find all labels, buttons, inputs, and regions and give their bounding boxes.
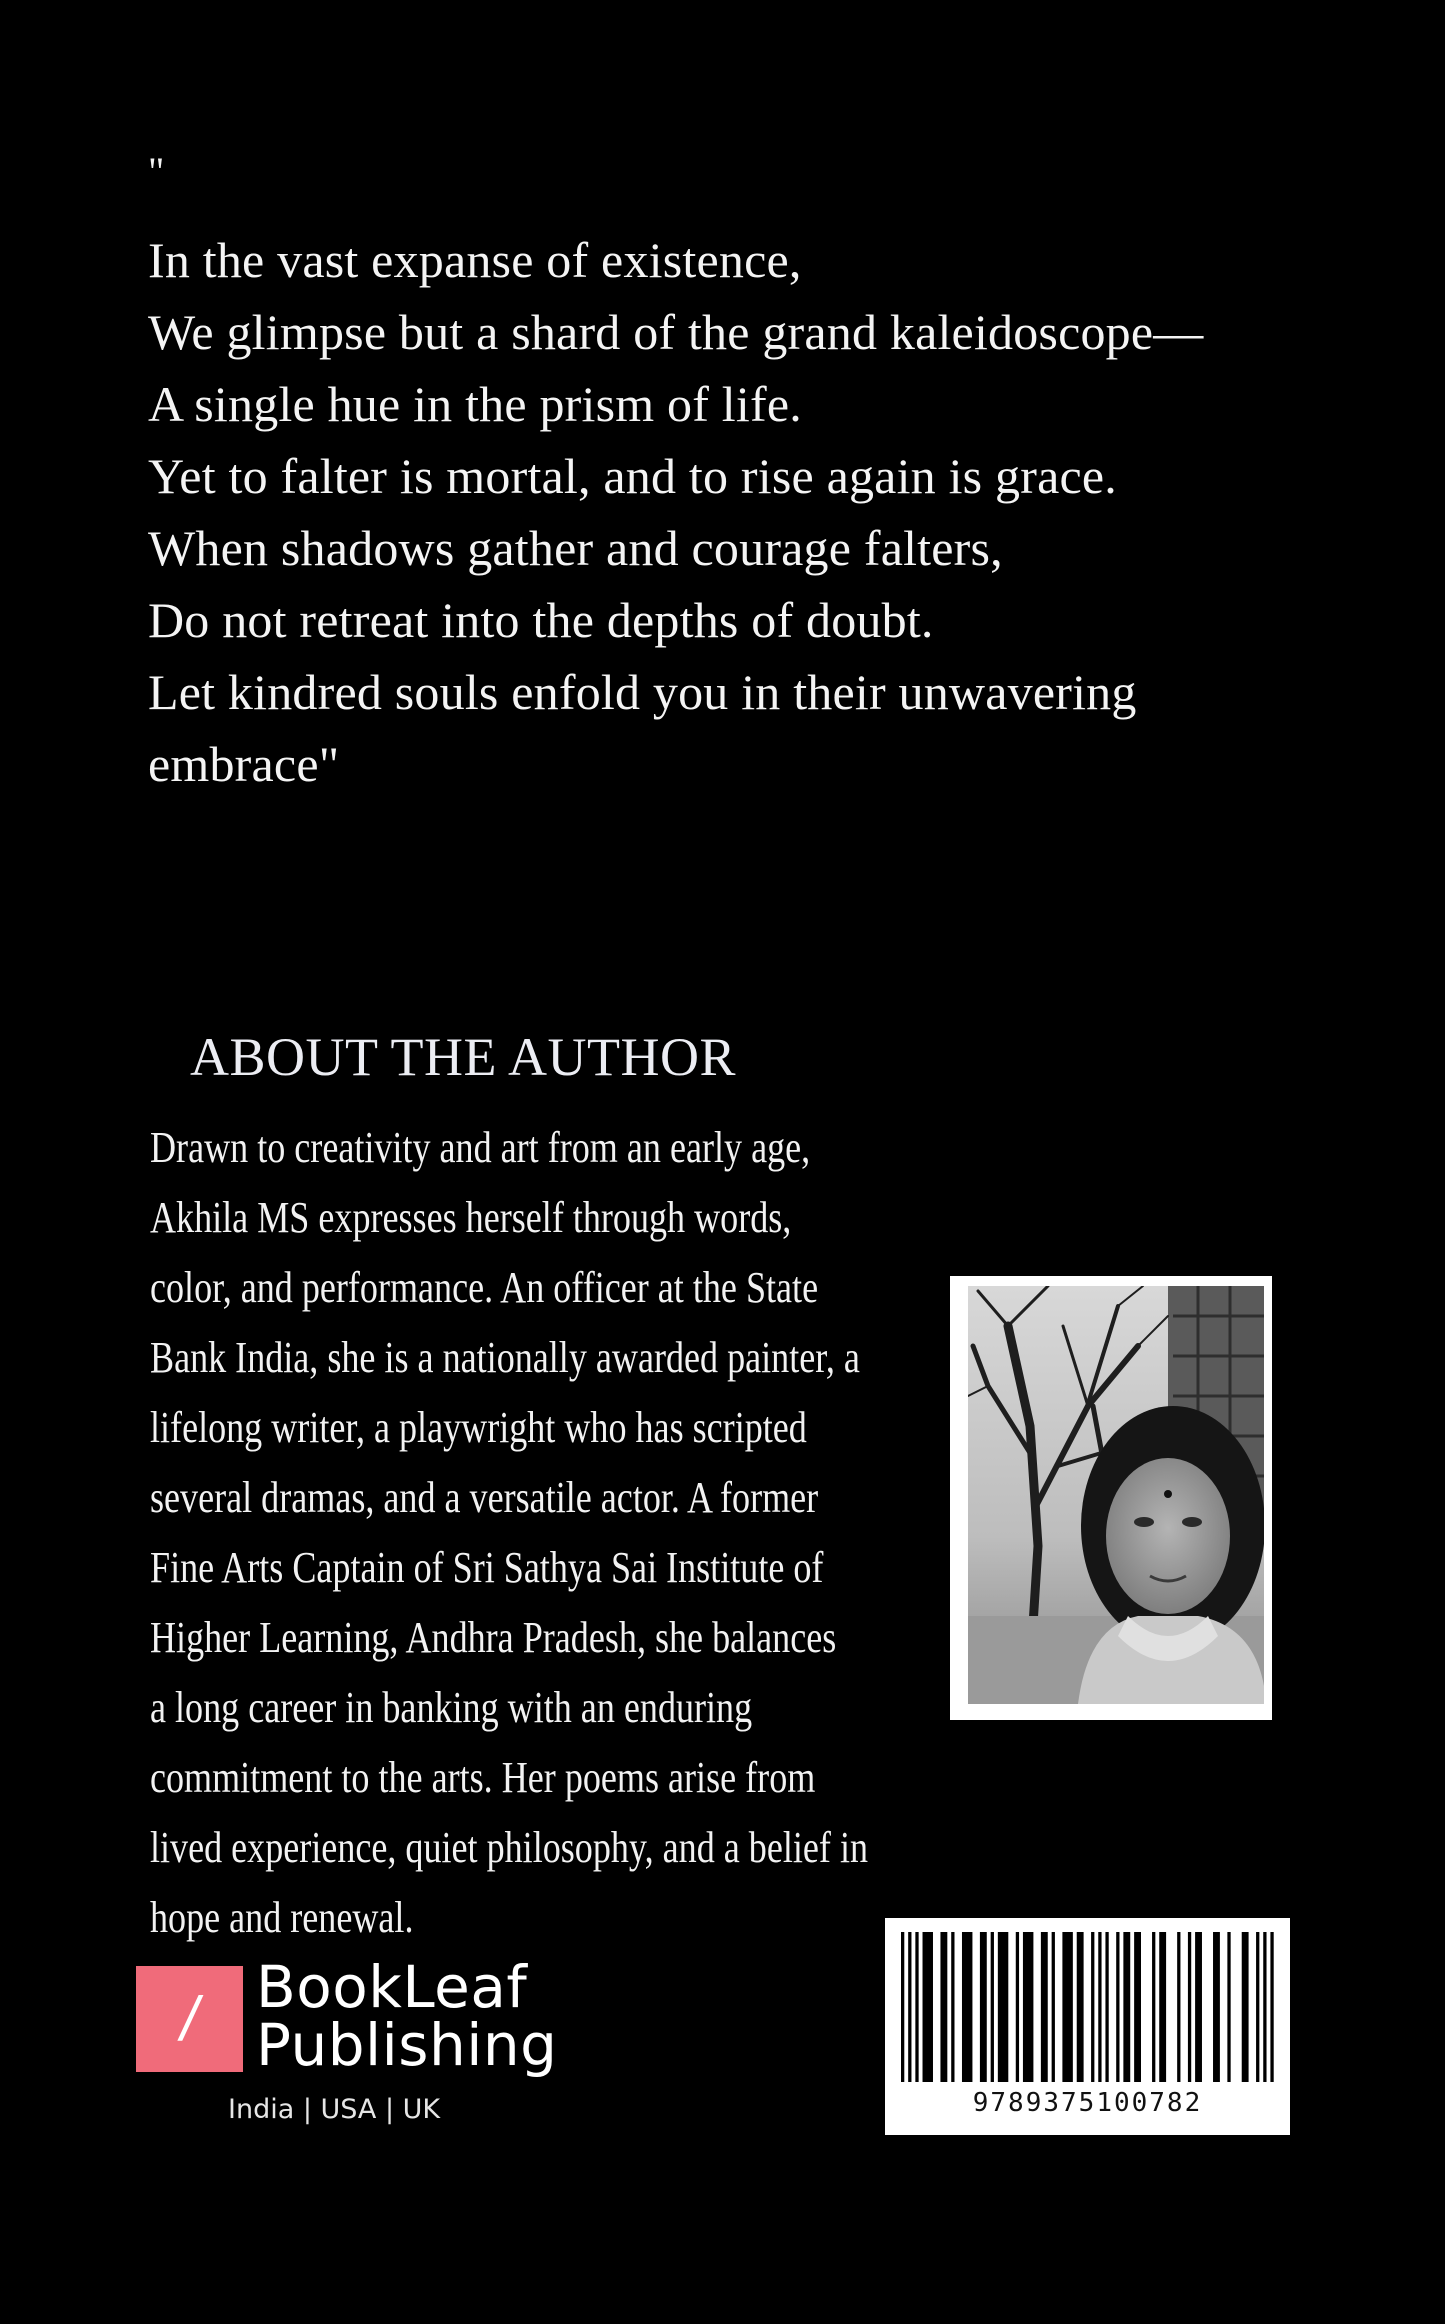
barcode-bar <box>923 1932 933 2082</box>
quote-line: Let kindred souls enfold you in their unwavering <box>148 664 1137 720</box>
barcode-bar <box>962 1932 972 2082</box>
barcode-bar <box>908 1932 911 2082</box>
about-line: commitment to the arts. Her poems arise from <box>150 1753 816 1802</box>
barcode-bar <box>1152 1932 1155 2082</box>
barcode-bar <box>1062 1932 1072 2082</box>
barcode-bar <box>1177 1932 1180 2082</box>
barcode-bar <box>1041 1932 1048 2082</box>
barcode-bar <box>1242 1932 1249 2082</box>
about-author-heading: ABOUT THE AUTHOR <box>190 1027 737 1087</box>
barcode-bar <box>901 1932 904 2082</box>
about-author-text <box>150 1113 870 1953</box>
quote-line: Do not retreat into the depths of doubt. <box>148 592 934 648</box>
barcode-bar <box>1116 1932 1119 2082</box>
barcode-bar <box>1213 1932 1220 2082</box>
publisher-regions: India | USA | UK <box>228 2094 441 2125</box>
barcode-bar <box>1159 1932 1166 2082</box>
barcode-bar <box>1098 1932 1101 2082</box>
quote-line: We glimpse but a shard of the grand kaleidoscope— <box>148 304 1204 360</box>
barcode-bar <box>1270 1932 1273 2082</box>
barcode-bar <box>915 1932 918 2082</box>
about-line: hope and renewal. <box>150 1893 414 1942</box>
publisher-logo-slash: / <box>180 1984 199 2054</box>
about-line: Fine Arts Captain of Sri Sathya Sai Institute of <box>150 1543 824 1592</box>
poem-quote <box>148 149 1298 800</box>
barcode-bar <box>1195 1932 1202 2082</box>
barcode-bar <box>1134 1932 1141 2082</box>
barcode-bar <box>1023 1932 1033 2082</box>
author-photo-frame <box>950 1276 1272 1720</box>
barcode-bar <box>1077 1932 1084 2082</box>
barcode-bar <box>1263 1932 1266 2082</box>
about-line: Drawn to creativity and art from an early age, <box>150 1123 811 1172</box>
about-line: lived experience, quiet philosophy, and a belief in <box>150 1823 869 1872</box>
quote-line: Yet to falter is mortal, and to rise again is grace. <box>148 448 1117 504</box>
about-line: Higher Learning, Andhra Pradesh, she balances <box>150 1613 837 1662</box>
barcode-bar <box>1052 1932 1055 2082</box>
author-photo <box>968 1286 1264 1704</box>
publisher-name-line1: BookLeaf <box>256 1953 528 2021</box>
author-photo-illustration <box>968 1286 1264 1704</box>
publisher-name-line2: Publishing <box>256 2011 558 2079</box>
barcode-bar <box>1256 1932 1259 2082</box>
about-line: color, and performance. An officer at the State <box>150 1263 819 1312</box>
barcode-bar <box>1091 1932 1094 2082</box>
quote-line: When shadows gather and courage falters, <box>148 520 1003 576</box>
quote-line: A single hue in the prism of life. <box>148 376 802 432</box>
isbn-barcode <box>885 1918 1290 2135</box>
about-line: several dramas, and a versatile actor. A former <box>150 1473 819 1522</box>
quote-line: In the vast expanse of existence, <box>148 232 802 288</box>
barcode-bar <box>1188 1932 1191 2082</box>
barcode-bar <box>1016 1932 1019 2082</box>
barcode-bar <box>951 1932 954 2082</box>
barcode-bar <box>998 1932 1008 2082</box>
isbn-number: 9789375100782 <box>972 2088 1203 2118</box>
barcode-bars <box>901 1932 1274 2082</box>
publisher-logo-mark <box>136 1966 243 2072</box>
barcode-bar <box>980 1932 987 2082</box>
about-line: lifelong writer, a playwright who has scripted <box>150 1403 807 1452</box>
barcode-bar <box>1105 1932 1108 2082</box>
publisher-name <box>256 1953 558 2079</box>
about-line: Bank India, she is a nationally awarded painter, a <box>150 1333 860 1382</box>
barcode-bar <box>991 1932 994 2082</box>
about-line: Akhila MS expresses herself through words, <box>150 1193 792 1242</box>
barcode-bar <box>1123 1932 1130 2082</box>
barcode-bar <box>940 1932 947 2082</box>
about-line: a long career in banking with an enduring <box>150 1683 753 1732</box>
quote-line: embrace" <box>148 736 340 792</box>
barcode-bar <box>1227 1932 1230 2082</box>
quote-open-mark: " <box>148 149 165 194</box>
